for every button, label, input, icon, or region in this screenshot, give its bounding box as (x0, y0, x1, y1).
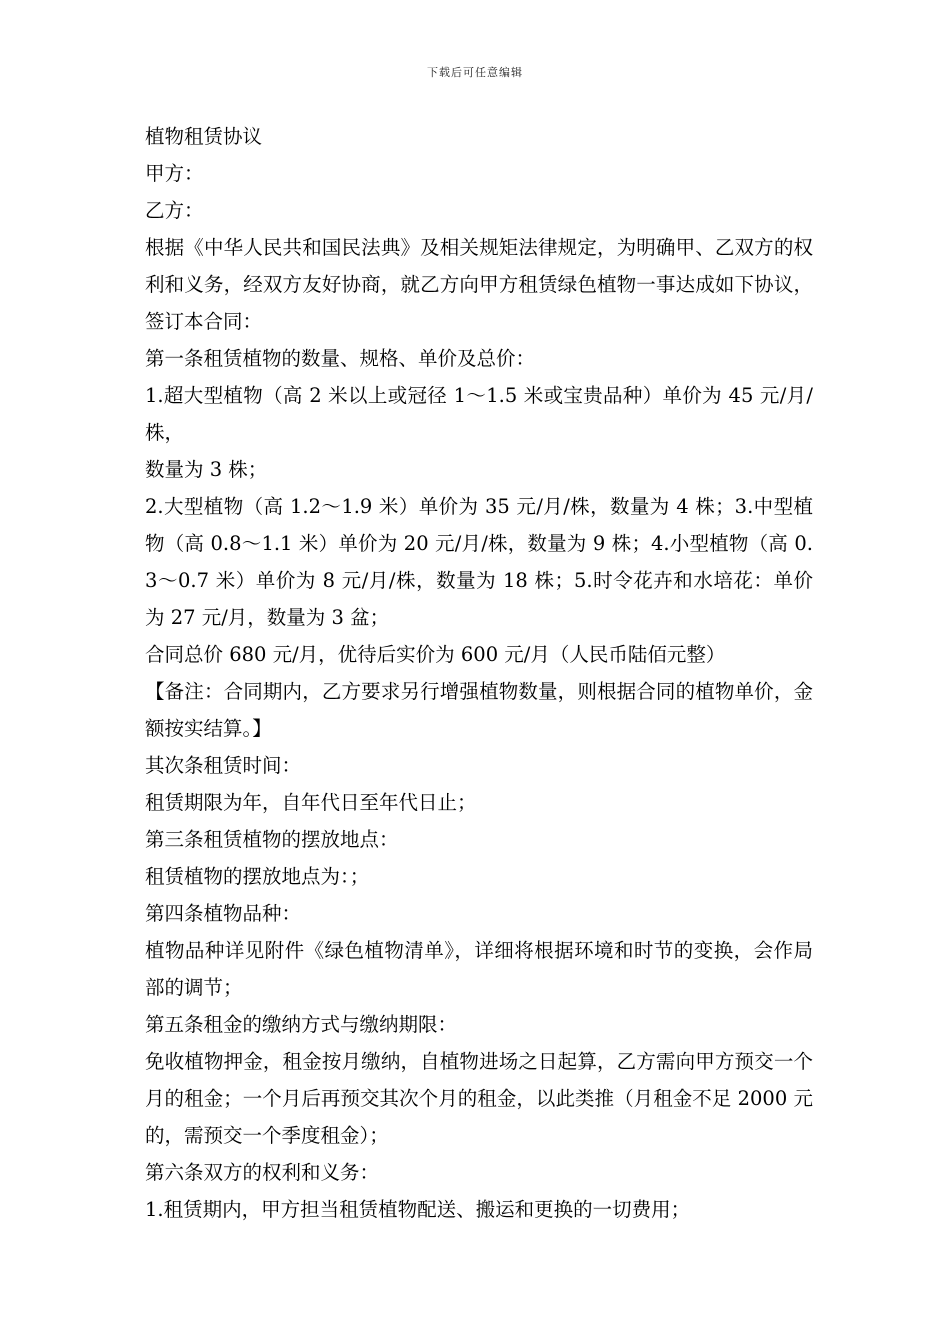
preamble-paragraph: 根据《中华人民共和国民法典》及相关规矩法律规定，为明确甲、乙双方的权利和义务，经双方友好协商，就乙方向甲方租赁绿色植物一事达成如下协议，签订本合同： (145, 236, 813, 333)
article-2-heading: 其次条租赁时间： (145, 754, 302, 777)
party-a-line: 甲方： (145, 162, 204, 185)
article-4-body: 植物品种详见附件《绿色植物清单》，详细将根据环境和时节的变换，会作局部的调节； (145, 939, 813, 999)
page-header-note: 下载后可任意编辑 (427, 66, 523, 79)
article-6-heading: 第六条双方的权利和义务： (145, 1161, 380, 1184)
article-3-body: 租赁植物的摆放地点为：； (145, 865, 370, 888)
party-b-line: 乙方： (145, 199, 204, 222)
article-4-heading: 第四条植物品种： (145, 902, 302, 925)
article-3-heading: 第三条租赁植物的摆放地点： (145, 828, 399, 851)
remark-paragraph: 【备注：合同期内，乙方要求另行增强植物数量，则根据合同的植物单价，金额按实结算。】 (145, 680, 813, 740)
document-title: 植物租赁协议 (145, 125, 263, 148)
article-1-item-1-quantity: 数量为 3 株； (145, 458, 268, 481)
article-1-items-2-5: 2.大型植物（高 1.2～1.9 米）单价为 35 元/月/株，数量为 4 株；3.中型植物（高 0.8～1.1 米）单价为 20 元/月/株，数量为 9 株；4.小型植物（高 0.3～0.7 米）单价为 8 元/月/株，数量为 18 株；5.时令花卉和水培花：单价为 27 元/月，数量为 3 盆； (145, 495, 813, 629)
article-5-body: 免收植物押金，租金按月缴纳，自植物进场之日起算，乙方需向甲方预交一个月的租金；一个月后再预交其次个月的租金，以此类推（月租金不足 2000 元的，需预交一个季度租金）； (145, 1050, 813, 1147)
article-1-heading: 第一条租赁植物的数量、规格、单价及总价： (145, 347, 536, 370)
document-body (145, 118, 813, 1228)
total-price-line: 合同总价 680 元/月，优待后实价为 600 元/月（人民币陆佰元整） (145, 643, 726, 666)
article-5-heading: 第五条租金的缴纳方式与缴纳期限： (145, 1013, 458, 1036)
article-2-body: 租赁期限为年，自年代日至年代日止； (145, 791, 477, 814)
article-6-item-1: 1.租赁期内，甲方担当租赁植物配送、搬运和更换的一切费用； (145, 1198, 691, 1221)
article-1-item-1: 1.超大型植物（高 2 米以上或冠径 1～1.5 米或宝贵品种）单价为 45 元/月/株， (145, 384, 813, 444)
